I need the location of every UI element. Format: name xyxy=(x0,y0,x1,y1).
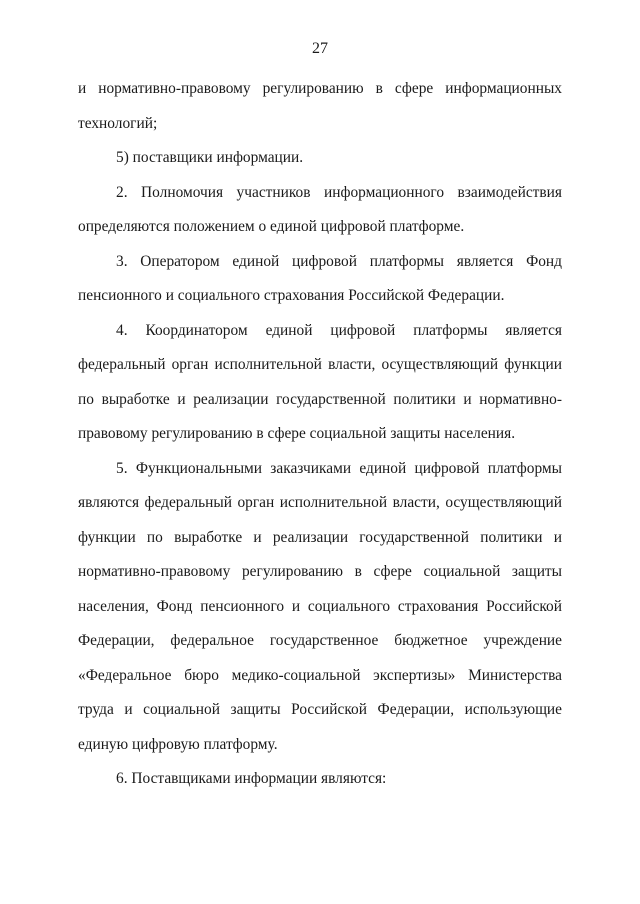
paragraph-continuation: и нормативно-правовому регулированию в сфере информационных технологий; xyxy=(78,80,562,132)
paragraph-clause-2: 2. Полномочия участников информационного взаимодействия определяются положением о единой цифровой платформе. xyxy=(78,183,562,235)
paragraph-clause-6: 6. Поставщиками информации являются: xyxy=(116,770,387,787)
paragraph-clause-5: 5. Функциональными заказчиками единой цифровой платформы являются федеральный орган исполнительной власти, осуществляющий функции по выработке и реализации государственной политики и нормативно-правовому регулированию в сфере социальной защиты населения, Фонд пенсионного и социального страхования Российской Федерации, федеральное государственное бюджетное учреждение «Федеральное бюро медико-социальной экспертизы» Министерства труда и социальной защиты Российской Федерации, использующие единую цифровую платформу. xyxy=(78,459,562,753)
paragraph-clause-3: 3. Оператором единой цифровой платформы является Фонд пенсионного и социального страхования Российской Федерации. xyxy=(78,252,562,304)
document-body xyxy=(78,72,562,797)
paragraph-clause-4: 4. Координатором единой цифровой платформы является федеральный орган исполнительной власти, осуществляющий функции по выработке и реализации государственной политики и нормативно-правовому регулированию в сфере социальной защиты населения. xyxy=(78,321,562,442)
paragraph-item-5: 5) поставщики информации. xyxy=(116,149,304,166)
page-number: 27 xyxy=(312,40,328,57)
